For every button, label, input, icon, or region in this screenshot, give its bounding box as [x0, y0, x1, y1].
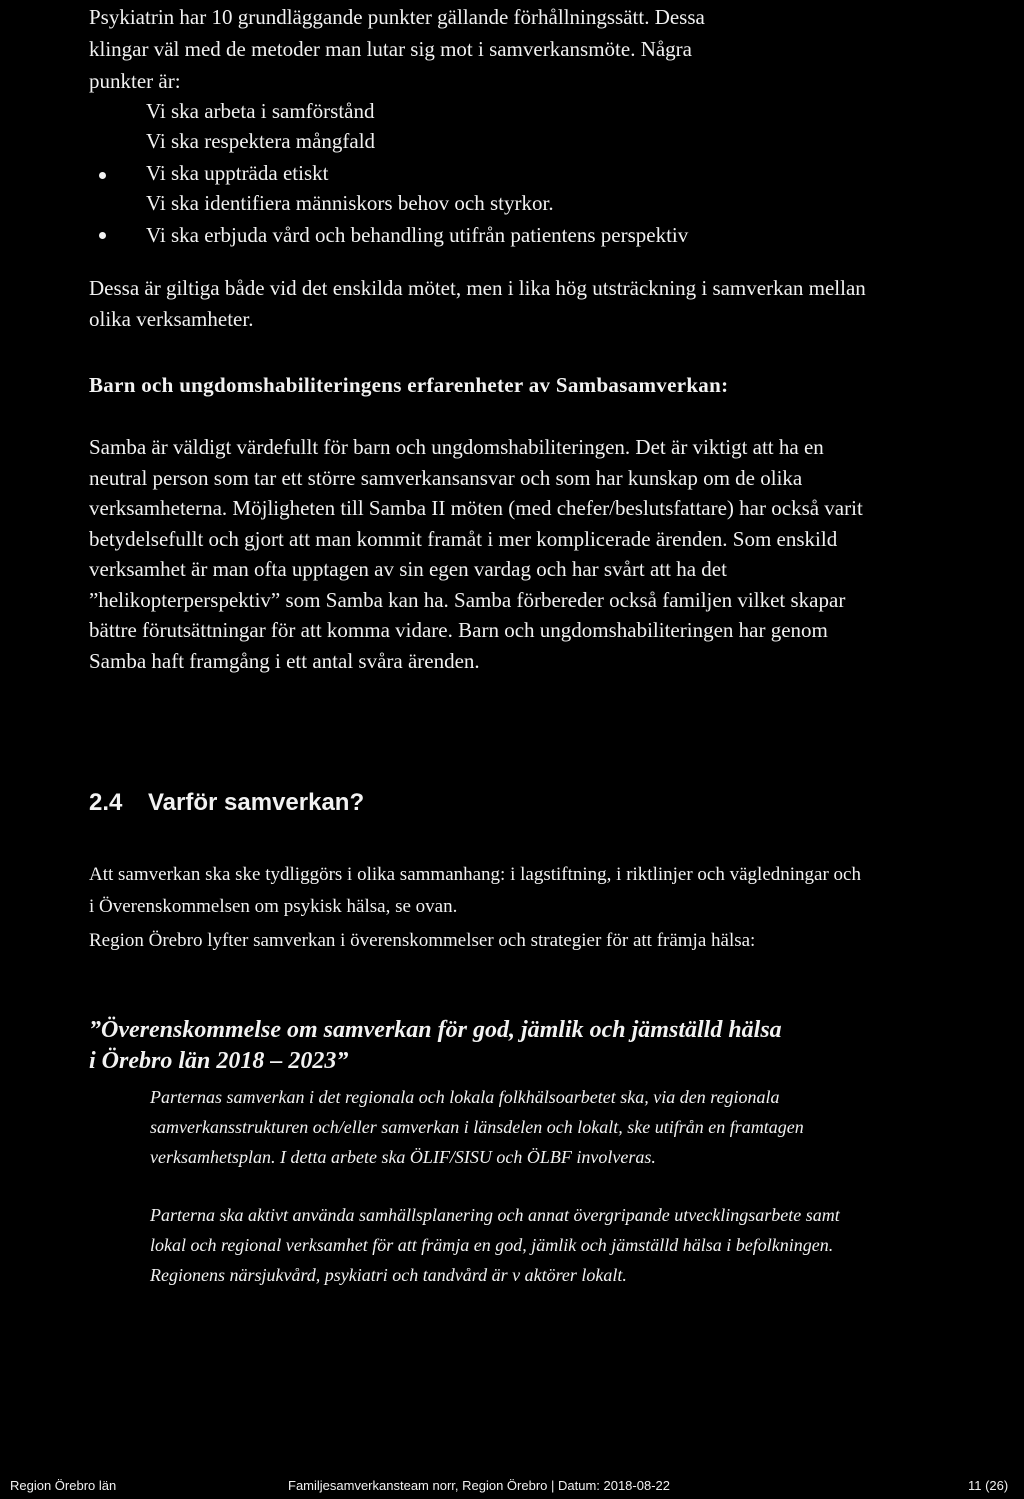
footer-page-number: 11 (26)	[968, 1478, 1009, 1493]
quote-paragraph-1: Parternas samverkan i det regionala och lokala folkhälsoarbetet ska, via den regionala samverkansstrukturen och/eller samverkan i länsdelen och lokalt, ske utifrån en framtagen verksamhetsplan. I detta arbete ska ÖLIF/SISU och ÖLBF involveras.	[150, 1087, 804, 1167]
validity-paragraph: Dessa är giltiga både vid det enskilda mötet, men i lika hög utsträckning i samverkan mellan olika verksamheter.	[89, 276, 866, 331]
list-item: Vi ska uppträda etiskt	[146, 161, 329, 185]
quote-title-line-1: ”Överenskommelse om samverkan för god, jämlik och jämställd hälsa	[89, 1017, 782, 1043]
list-item: Vi ska arbeta i samförstånd	[146, 99, 375, 123]
footer-organization: Region Örebro län	[10, 1478, 117, 1493]
why-paragraph-2: Region Örebro lyfter samverkan i överenskommelser och strategier för att främja hälsa:	[89, 930, 756, 951]
quote-paragraph-2: Parterna ska aktivt använda samhällsplanering och annat övergripande utvecklingsarbete samt lokal och regional verksamhet för att främja en god, jämlik och jämställd hälsa i befolkningen. Regionens närsjukvård, psykiatri och tandvård är v aktörer lokalt.	[150, 1205, 840, 1285]
bullet-icon	[99, 172, 106, 179]
list-item: Vi ska erbjuda vård och behandling utifrån patientens perspektiv	[146, 223, 689, 247]
footer-document-info: Familjesamverkansteam norr, Region Örebro | Datum: 2018-08-22	[288, 1478, 670, 1493]
section-number: 2.4	[89, 789, 123, 816]
why-paragraph-1: Att samverkan ska ske tydliggörs i olika sammanhang: i lagstiftning, i riktlinjer och vägledningar och i Överenskommelsen om psykisk hälsa, se ovan.	[89, 864, 861, 917]
list-item: Vi ska respektera mångfald	[146, 129, 376, 153]
experience-subheading: Barn och ungdomshabiliteringens erfarenheter av Sambasamverkan:	[89, 373, 729, 397]
intro-line-2: klingar väl med de metoder man lutar sig mot i samverkansmöte. Några	[89, 37, 692, 61]
intro-line-1: Psykiatrin har 10 grundläggande punkter gällande förhållningssätt. Dessa	[89, 5, 705, 29]
intro-line-3: punkter är:	[89, 69, 181, 93]
quote-title-line-2: i Örebro län 2018 – 2023”	[89, 1048, 349, 1074]
list-item: Vi ska identifiera människors behov och styrkor.	[146, 191, 554, 215]
bullet-icon	[99, 232, 106, 239]
experience-paragraph: Samba är väldigt värdefullt för barn och ungdomshabiliteringen. Det är viktigt att ha en neutral person som tar ett större samverkansansvar och som har kunskap om de olika verksamheterna. Möjligheten till Samba II möten (med chefer/beslutsfattare) har också varit betydelsefullt och gjort att man kommit framåt i mer komplicerade ärenden. Som enskild verksamhet är man ofta upptagen av sin egen vardag och har svårt att ha det ”helikopterperspektiv” som Samba kan ha. Samba förbereder också familjen vilket skapar bättre förutsättningar för att komma vidare. Barn och ungdomshabiliteringen har genom Samba haft framgång i ett antal svåra ärenden.	[89, 435, 863, 673]
section-title: Varför samverkan?	[148, 789, 365, 816]
